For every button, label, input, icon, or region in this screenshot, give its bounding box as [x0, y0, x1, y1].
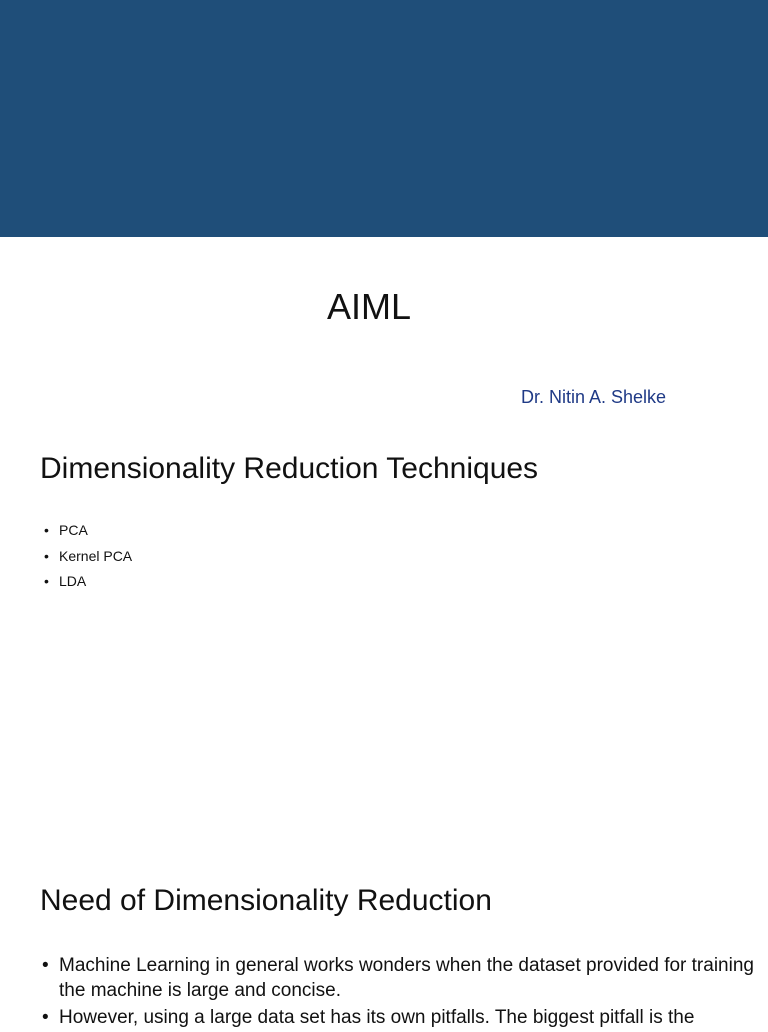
title-slide — [0, 0, 768, 430]
reasons-list — [42, 953, 757, 1032]
author-name: Dr. Nitin A. Shelke — [521, 387, 667, 407]
need-slide — [0, 850, 768, 1028]
list-item — [44, 546, 132, 572]
list-item — [44, 520, 132, 546]
list-item-text: PCA — [59, 522, 88, 538]
list-item — [42, 1005, 757, 1030]
slide-heading: Need of Dimensionality Reduction — [40, 884, 492, 917]
bullet-icon: • — [44, 573, 49, 589]
list-item — [42, 953, 757, 1003]
list-item-text: However, using a large data set has its own pitfalls. The biggest pitfall is the — [59, 1007, 695, 1028]
bullet-icon: • — [42, 955, 49, 976]
list-item-text: LDA — [59, 573, 87, 589]
techniques-list — [44, 520, 132, 597]
techniques-slide — [0, 430, 768, 850]
list-item — [44, 571, 132, 597]
slide-heading: Dimensionality Reduction Techniques — [40, 452, 539, 485]
bullet-icon: • — [44, 547, 49, 564]
list-item-text: Kernel PCA — [59, 547, 133, 564]
list-item-text: Machine Learning in general works wonders when the dataset provided for training the machine is large and concise. — [59, 955, 754, 1001]
bullet-icon: • — [44, 522, 49, 538]
bullet-icon: • — [42, 1007, 49, 1028]
slide-title: AIML — [326, 286, 412, 327]
title-banner — [0, 0, 768, 237]
